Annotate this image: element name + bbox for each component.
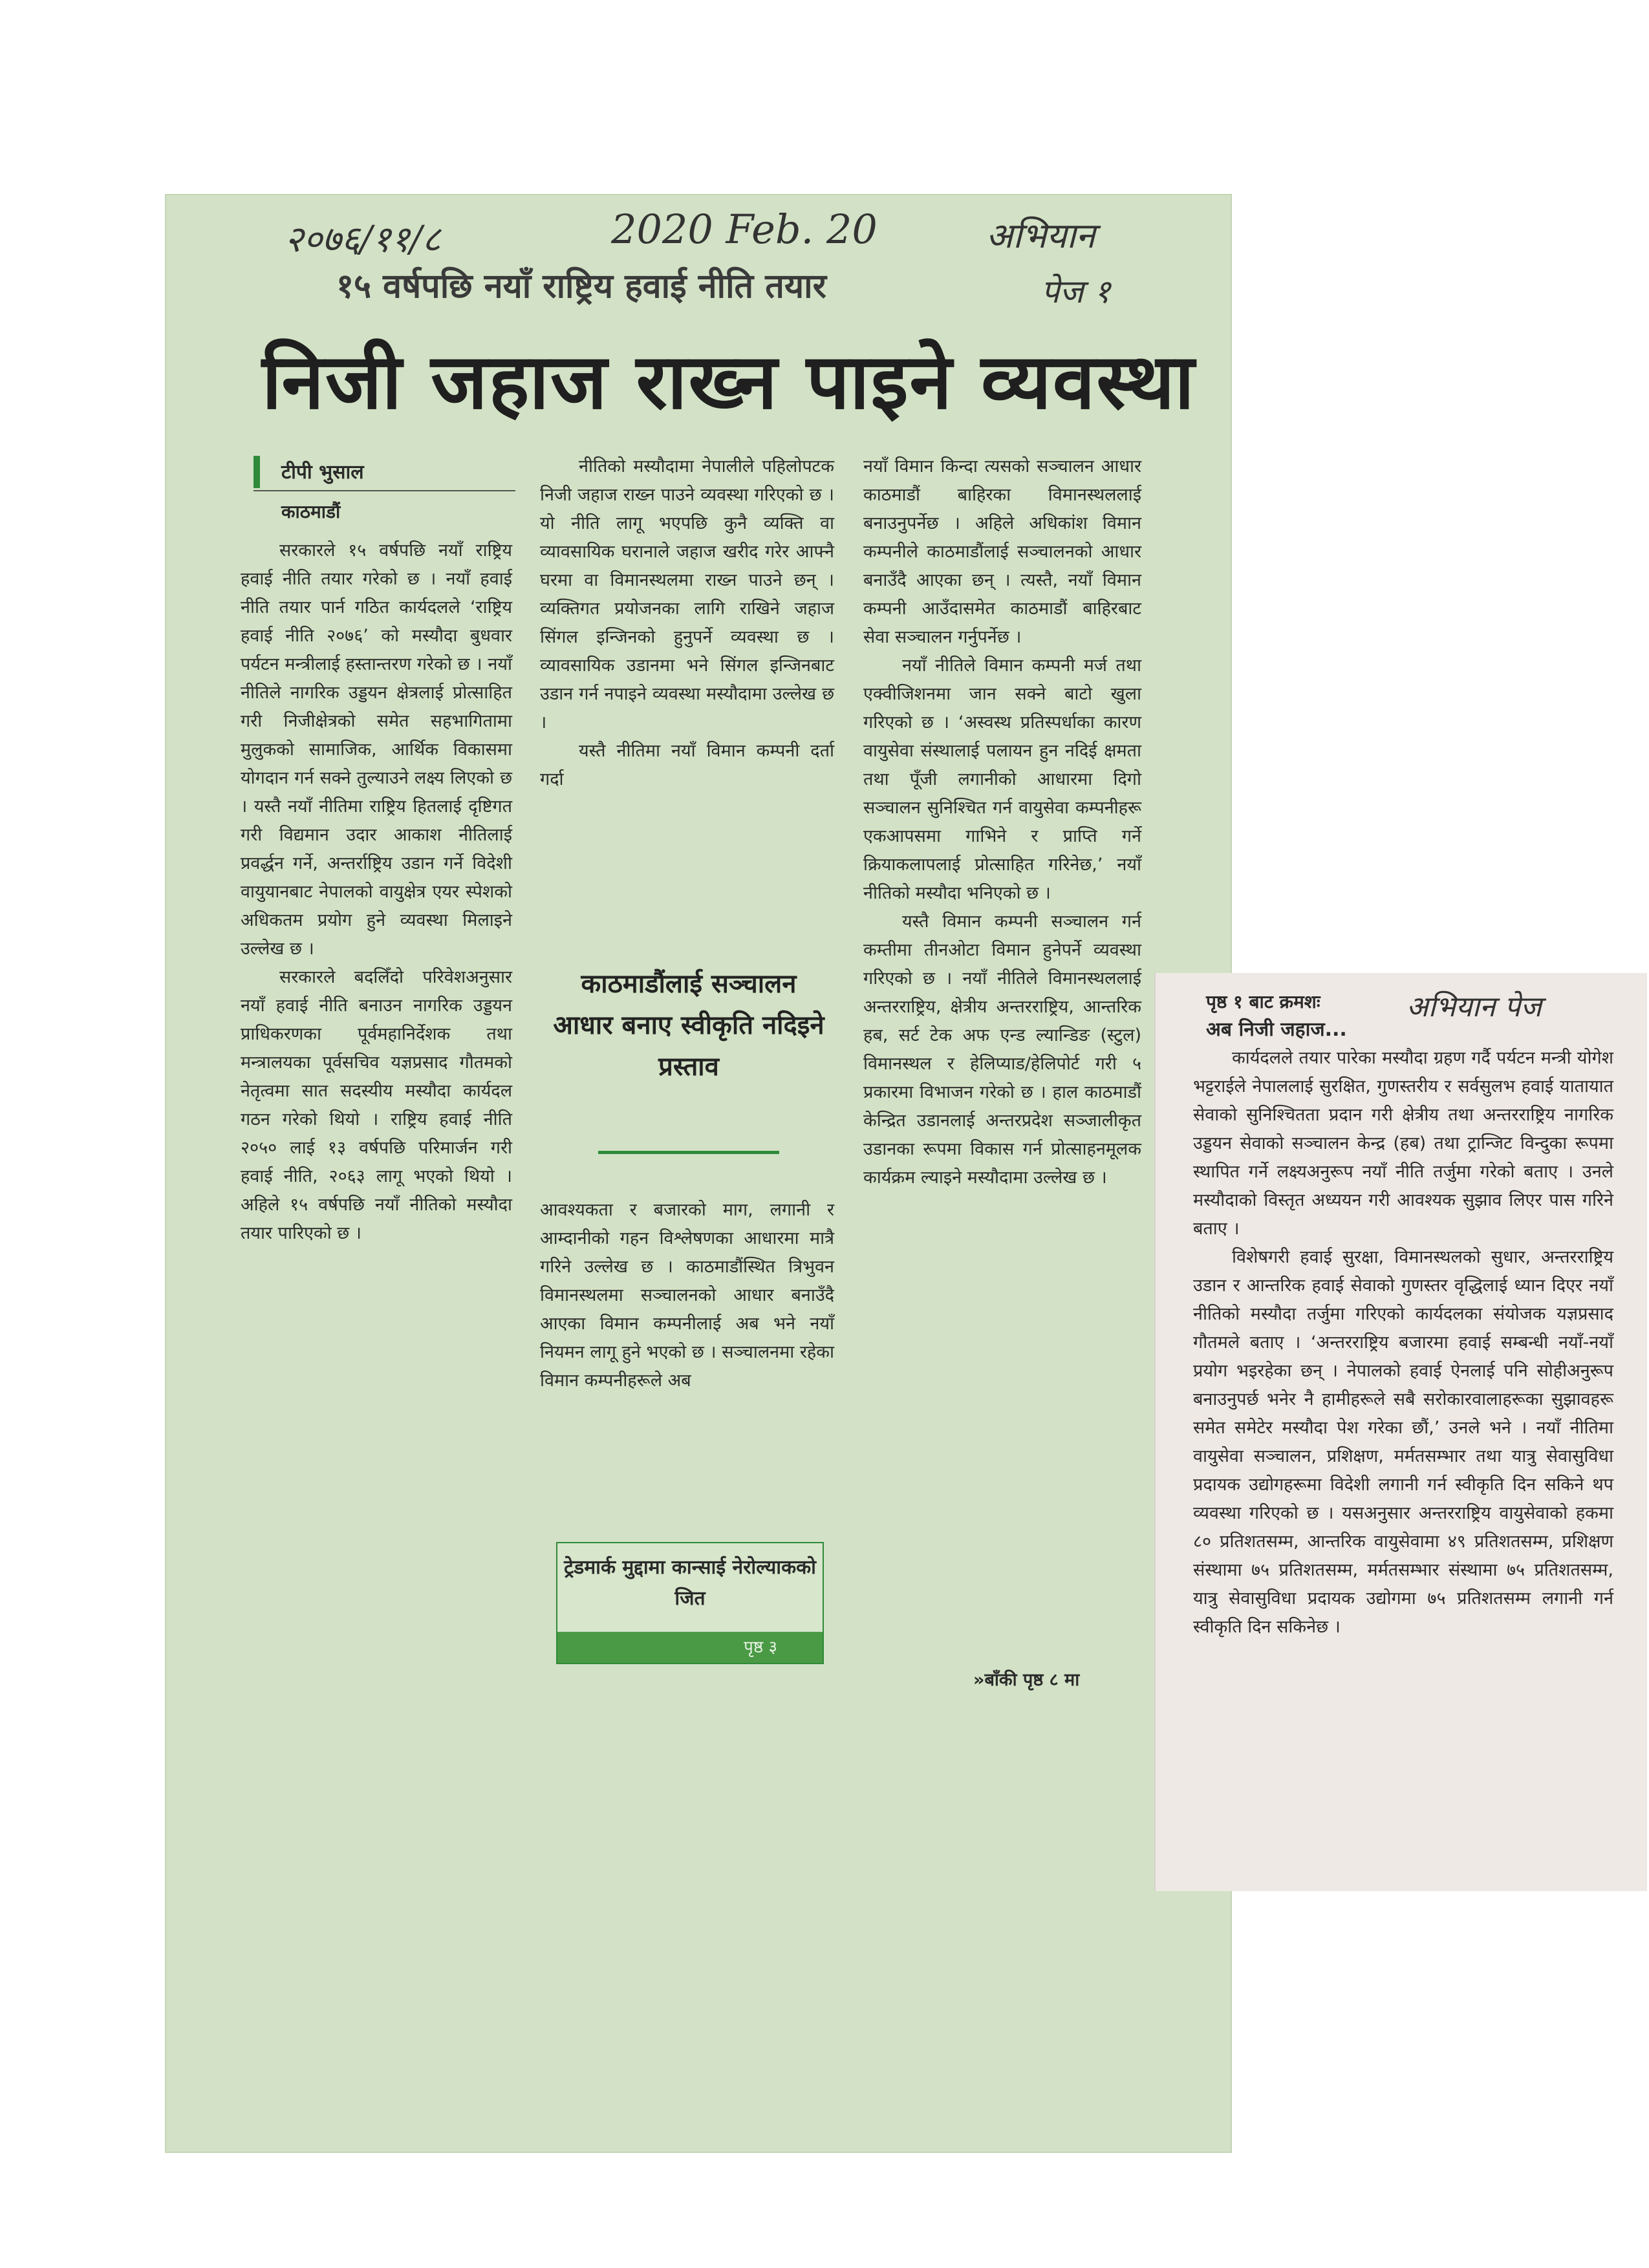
- byline: टीपी भुसाल: [281, 461, 364, 484]
- paragraph: कार्यदलले तयार पारेका मस्यौदा ग्रहण गर्दै पर्यटन मन्त्री योगेश भट्टराईले नेपाललाई सुरक्षित, गुणस्तरीय र सर्वसुलभ हवाई यातायात सेवाको सुनिश्चितता प्रदान गरी क्षेत्रीय तथा अन्तरराष्ट्रिय नागरिक उड्डयन सेवाको सञ्चालन केन्द्र (हब) तथा ट्रान्जिट विन्दुका रूपमा स्थापित गर्ने लक्ष्यअनुरूप नयाँ नीति तर्जुमा गरेको बताए । उनले मस्यौदाको विस्तृत अध्ययन गरी आवश्यक सुझाव लिएर पास गरिने बताए ।: [1193, 1048, 1613, 1239]
- paragraph: नीतिको मस्यौदामा नेपालीले पहिलोपटक निजी जहाज राख्न पाउने व्यवस्था गरिएको छ । यो नीति लागू भएपछि कुनै व्यक्ति वा व्यावसायिक घरानाले जहाज खरीद गरेर आफ्नै घरमा वा विमानस्थलमा राख्न पाउने छन् । व्यक्तिगत प्रयोजनका लागि राखिने जहाज सिंगल इन्जिनको हुनुपर्ने व्यवस्था छ । व्यावसायिक उडानमा भने सिंगल इन्जिनबाट उडान गर्न नपाइने व्यवस्था मस्यौदामा उल्लेख छ ।: [540, 456, 834, 733]
- continuation-kicker: पृष्ठ १ बाट क्रमशः: [1206, 991, 1320, 1012]
- continuation-column: [1193, 1044, 1613, 1642]
- handwritten-date-bs: २०७६/११/८: [285, 219, 441, 261]
- subheadline: १५ वर्षपछि नयाँ राष्ट्रिय हवाई नीति तयार: [336, 267, 826, 306]
- article-column-1: [241, 537, 512, 1248]
- continuation-title: अब निजी जहाज...: [1206, 1018, 1347, 1041]
- paragraph: नयाँ विमान किन्दा त्यसको सञ्चालन आधार काठमाडौं बाहिरका विमानस्थललाई बनाउनुपर्नेछ । अहिले अधिकांश विमान कम्पनीले काठमाडौंलाई सञ्चालनको आधार बनाउँदै आएका छन् । त्यस्तै, नयाँ विमान कम्पनी आउँदासमेत काठमाडौं बाहिरबाट सेवा सञ्चालन गर्नुपर्नेछ ।: [863, 456, 1141, 647]
- byline-bar: [253, 456, 260, 488]
- paragraph: सरकारले १५ वर्षपछि नयाँ राष्ट्रिय हवाई नीति तयार गरेको छ । नयाँ हवाई नीति तयार पार्न गठित कार्यदलले ‘राष्ट्रिय हवाई नीति २०७६’ को मस्यौदा बुधवार पर्यटन मन्त्रीलाई हस्तान्तरण गरेको छ । नयाँ नीतिले नागरिक उड्डयन क्षेत्रलाई प्रोत्साहित गरी निजीक्षेत्रको समेत सहभागितामा मुलुकको सामाजिक, आर्थिक विकासमा योगदान गर्न सक्ने तुल्याउने लक्ष्य लिएको छ । यस्तै नयाँ नीतिमा राष्ट्रिय हितलाई दृष्टिगत गरी विद्यमान उदार आकाश नीतिलाई प्रवर्द्धन गर्ने, अन्तर्राष्ट्रिय उडान गर्ने विदेशी वायुयानबाट नेपालको वायुक्षेत्र एयर स्पेशको अधिकतम प्रयोग हुने व्यवस्था मिलाइने उल्लेख छ ।: [241, 540, 512, 959]
- handwritten-date-ad: 2020 Feb. 20: [611, 206, 878, 253]
- handwritten-source: अभियान: [986, 215, 1095, 256]
- teaser-page-ref: पृष्ठ ३: [557, 1632, 823, 1663]
- article-column-3: [863, 453, 1141, 1192]
- paragraph: नयाँ नीतिले विमान कम्पनी मर्ज तथा एक्वीजिशनमा जान सक्ने बाटो खुला गरिएको छ । ‘अस्वस्थ प्रतिस्पर्धाका कारण वायुसेवा संस्थालाई पलायन हुन नदिई क्षमता तथा पूँजी लगानीको आधारमा दिगो सञ्चालन सुनिश्चित गर्न वायुसेवा कम्पनीहरू एकआपसमा गाभिने र प्राप्ति गर्ने क्रियाकलापलाई प्रोत्साहित गरिनेछ,’ नयाँ नीतिको मस्यौदा भनिएको छ ।: [863, 656, 1141, 903]
- paragraph: विशेषगरी हवाई सुरक्षा, विमानस्थलको सुधार, अन्तरराष्ट्रिय उडान र आन्तरिक हवाई सेवाको गुणस्तर वृद्धिलाई ध्यान दिएर नयाँ नीतिको मस्यौदा तर्जुमा गरिएको कार्यदलका संयोजक यज्ञप्रसाद गौतमले बताए । ‘अन्तरराष्ट्रिय बजारमा हवाई सम्बन्धी नयाँ-नयाँ प्रयोग भइरहेका छन् । नेपालको हवाई ऐनलाई पनि सोहीअनुरूप बनाउनुपर्छ भनेर नै हामीहरूले सबै सरोकारवालाहरूका सुझावहरू समेत समेटेर मस्यौदा पेश गरेका छौं,’ उनले भने । नयाँ नीतिमा वायुसेवा सञ्चालन, प्रशिक्षण, मर्मतसम्भार तथा यात्रु सेवासुविधा प्रदायक उद्योगहरूमा विदेशी लगानी गर्न स्वीकृति दिन सकिने थप व्यवस्था गरिएको छ । यसअनुसार अन्तरराष्ट्रिय वायुसेवाको हकमा ८० प्रतिशतसम्म, आन्तरिक वायुसेवामा ४९ प्रतिशतसम्म, प्रशिक्षण संस्थामा ७५ प्रतिशतसम्म, मर्मतसम्भार संस्थामा ७५ प्रतिशतसम्म, यात्रु सेवासुविधा प्रदायक उद्योगमा ७५ प्रतिशतसम्म लगानी गर्न स्वीकृति दिन सकिनेछ ।: [1193, 1247, 1613, 1637]
- paragraph: आवश्यकता र बजारको माग, लगानी र आम्दानीको गहन विश्लेषणका आधारमा मात्रै गरिने उल्लेख छ । काठमाडौंस्थित त्रिभुवन विमानस्थलमा सञ्चालनको आधार बनाउँदै आएका विमान कम्पनीलाई अब भने नयाँ नियमन लागू हुने भएको छ । सञ्चालनमा रहेका विमान कम्पनीहरूले अब: [540, 1200, 834, 1391]
- paragraph: यस्तै विमान कम्पनी सञ्चालन गर्न कम्तीमा तीनओटा विमान हुनेपर्ने व्यवस्था गरिएको छ । नयाँ नीतिले विमानस्थललाई अन्तरराष्ट्रिय, क्षेत्रीय अन्तरराष्ट्रिय, आन्तरिक हब, सर्ट टेक अफ एन्ड ल्यान्डिङ (स्टुल) विमानस्थल र हेलिप्याड/हेलिपोर्ट गरी ५ प्रकारमा विभाजन गरेको छ । हाल काठमाडौं केन्द्रित उडानलाई अन्तरप्रदेश सञ्जालीकृत उडानका रूपमा विकास गर्न प्रोत्साहनमूलक कार्यक्रम ल्याइने मस्यौदामा उल्लेख छ ।: [863, 912, 1141, 1188]
- headline: निजी जहाज राख्न पाइने व्यवस्था: [262, 337, 1196, 426]
- handwritten-page: पेज १: [1041, 273, 1111, 310]
- pull-quote: काठमाडौंलाई सञ्चालन आधार बनाए स्वीकृति नदिइने प्रस्ताव: [553, 969, 824, 1082]
- paragraph: यस्तै नीतिमा नयाँ विमान कम्पनी दर्ता गर्दा: [540, 741, 834, 789]
- article-column-2-bottom: [540, 1196, 834, 1395]
- paragraph: सरकारले बदलिँदो परिवेशअनुसार नयाँ हवाई नीति बनाउन नागरिक उड्डयन प्राधिकरणका पूर्वमहानिर्देशक तथा मन्त्रालयका पूर्वसचिव यज्ञप्रसाद गौतमको नेतृत्वमा सात सदस्यीय मस्यौदा कार्यदल गठन गरेको थियो । राष्ट्रिय हवाई नीति २०५० लाई १३ वर्षपछि परिमार्जन गरी हवाई नीति, २०६३ लागू भएको थियो । अहिले १५ वर्षपछि नयाँ नीतिको मस्यौदा तयार पारिएको छ ।: [241, 967, 512, 1243]
- dateline: काठमाडौं: [281, 501, 341, 522]
- article-column-2-top: [540, 453, 834, 794]
- byline-divider: [253, 490, 515, 491]
- handwritten-continuation-note: अभियान पेज: [1406, 990, 1542, 1023]
- continued-reference: »बाँकी पृष्ठ ८ मा: [973, 1670, 1080, 1690]
- teaser-text: ट्रेडमार्क मुद्दामा कान्साई नेरोल्याकको जित: [564, 1556, 816, 1610]
- pull-quote-divider: [598, 1151, 779, 1154]
- teaser-box: [556, 1542, 824, 1664]
